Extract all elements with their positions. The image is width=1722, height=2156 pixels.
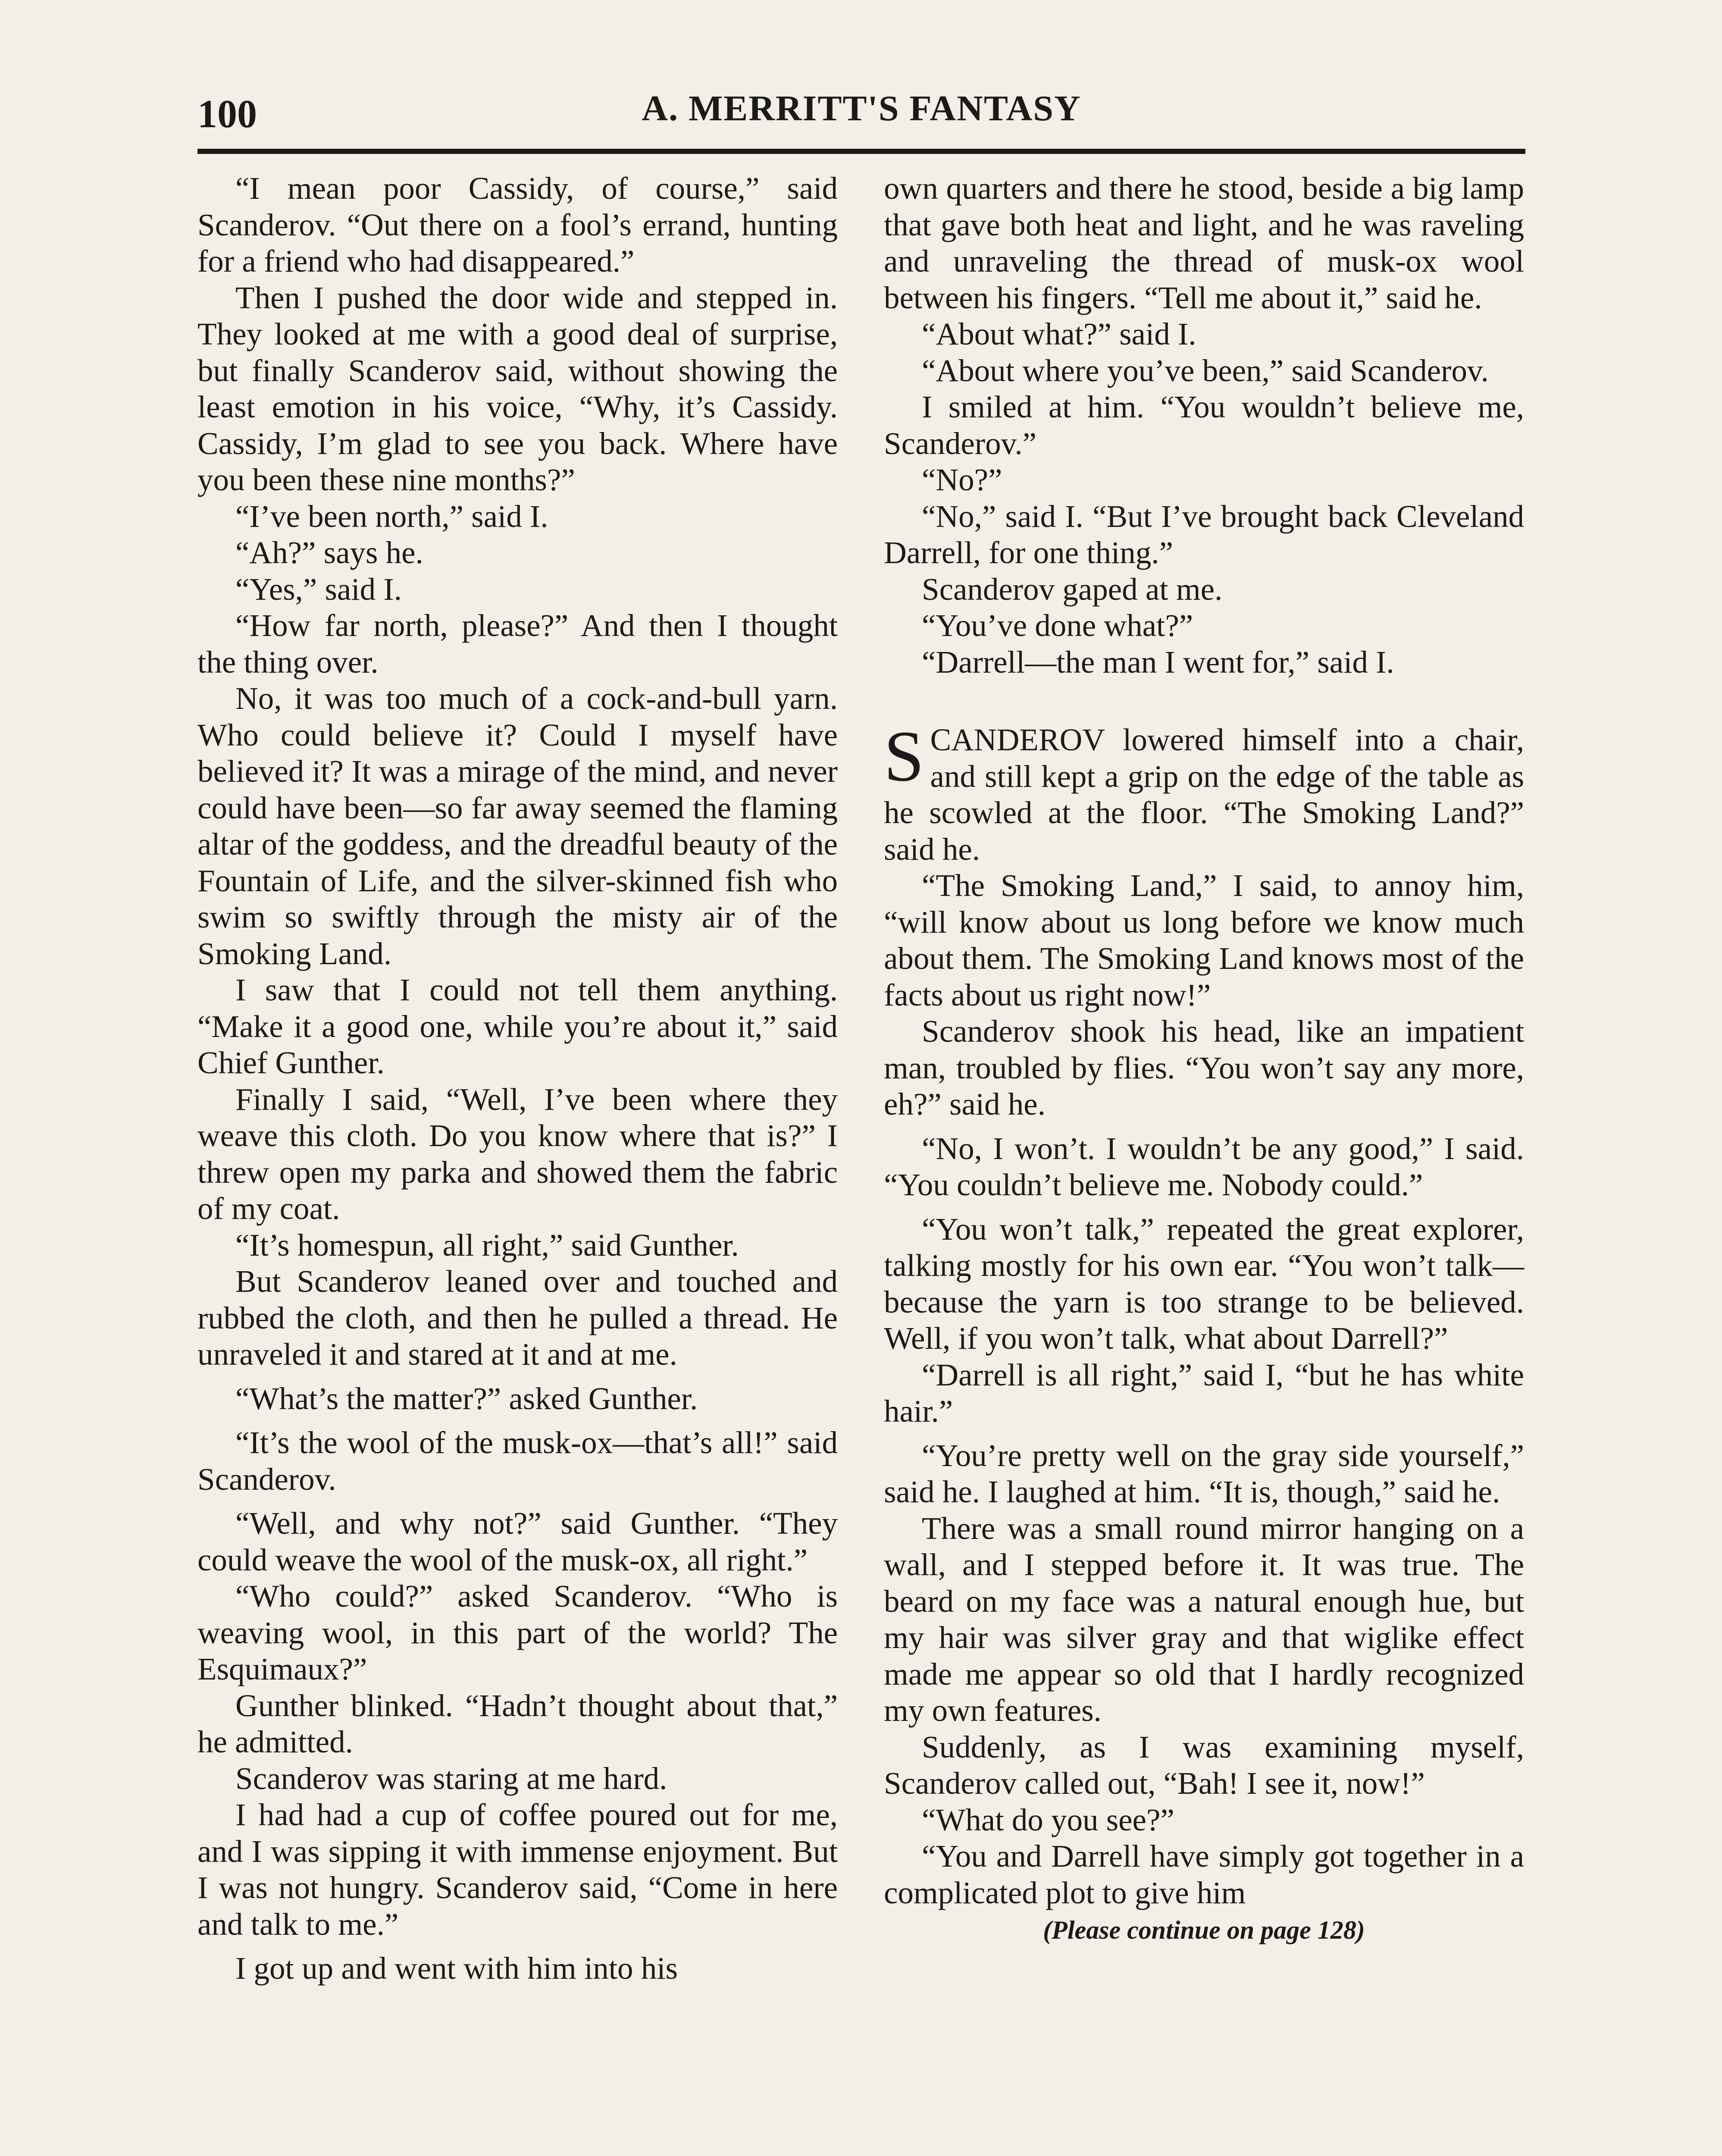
paragraph: “I mean poor Cassidy, of course,” said Scanderov. “Out there on a fool’s errand, hunting for a friend who had disappeared.”: [197, 171, 838, 279]
paragraph: “You’re pretty well on the gray side yourself,” said he. I laughed at him. “It is, though,” said he.: [884, 1438, 1524, 1509]
paragraph: “Yes,” said I.: [235, 571, 402, 607]
paragraph: “No?”: [922, 462, 1002, 497]
paragraph: “You won’t talk,” repeated the great explorer, talking mostly for his own ear. “You won’t talk—because the yarn is too strange to be believed. Well, if you won’t talk, what about Darrell?”: [884, 1211, 1524, 1356]
paragraph: “It’s homespun, all right,” said Gunther.: [235, 1227, 739, 1263]
paragraph: “No, I won’t. I wouldn’t be any good,” I said. “You couldn’t believe me. Nobody could.”: [884, 1131, 1524, 1202]
paragraph: Then I pushed the door wide and stepped in. They looked at me with a good deal of surprise, but finally Scanderov said, without showing the least emotion in his voice, “Why, it’s Cassidy. Cassidy, I’m glad to see you back. Where have you been these nine months?”: [197, 280, 838, 497]
section-break: [884, 680, 1524, 722]
paragraph: I saw that I could not tell them anything. “Make it a good one, while you’re about it,” said Chief Gunther.: [197, 972, 838, 1080]
drop-cap-text: CANDEROV lowered himself into a chair, and still kept a grip on the edge of the table as he scowled at the floor. “The Smoking Land?” said he.: [884, 722, 1524, 867]
right-column: [884, 170, 1524, 2156]
paragraph: There was a small round mirror hanging on a wall, and I stepped before it. It was true. The beard on my face was a natural enough hue, but my hair was silver gray and that wiglike effect made me appear so old that I hardly recognized my own features.: [884, 1510, 1524, 1728]
paragraph: “Darrell—the man I went for,” said I.: [922, 644, 1394, 680]
page-number: 100: [197, 92, 257, 136]
paragraph: I had had a cup of coffee poured out for me, and I was sipping it with immense enjoyment. But I was not hungry. Scanderov said, “Come in here and talk to me.”: [197, 1797, 838, 1942]
continuation-note: (Please continue on page 128): [1043, 1916, 1365, 1944]
paragraph: I got up and went with him into his: [235, 1951, 678, 1986]
paragraph: Scanderov was staring at me hard.: [235, 1761, 667, 1796]
drop-cap-paragraph: [884, 716, 1524, 868]
paragraph: own quarters and there he stood, beside a big lamp that gave both heat and light, and he was raveling and unraveling the thread of musk-ox wool between his fingers. “Tell me about it,” said he.: [884, 171, 1524, 315]
paragraph: Gunther blinked. “Hadn’t thought about that,” he admitted.: [197, 1688, 838, 1759]
left-column: [197, 170, 838, 2156]
paragraph: “Who could?” asked Scanderov. “Who is weaving wool, in this part of the world? The Esquimaux?”: [197, 1579, 838, 1686]
page-header: [197, 88, 1525, 147]
paragraph: But Scanderov leaned over and touched and rubbed the cloth, and then he pulled a thread. He unraveled it and stared at it and at me.: [197, 1264, 838, 1372]
paragraph: Suddenly, as I was examining myself, Scanderov called out, “Bah! I see it, now!”: [884, 1729, 1524, 1801]
paragraph: Finally I said, “Well, I’ve been where they weave this cloth. Do you know where that is?” I threw open my parka and showed them the fabric of my coat.: [197, 1081, 838, 1226]
paragraph: “I’ve been north,” said I.: [235, 498, 548, 534]
paragraph: “Well, and why not?” said Gunther. “They could weave the wool of the musk-ox, all right.”: [197, 1506, 838, 1577]
paragraph: “How far north, please?” And then I thought the thing over.: [197, 608, 838, 680]
running-head: A. MERRITT'S FANTASY: [642, 88, 1081, 128]
paragraph: “What’s the matter?” asked Gunther.: [235, 1381, 698, 1416]
paragraph: “Ah?” says he.: [235, 535, 423, 570]
paragraph: “You and Darrell have simply got together in a complicated plot to give him: [884, 1839, 1524, 1910]
paragraph: “Darrell is all right,” said I, “but he has white hair.”: [884, 1357, 1524, 1429]
header-rule: [197, 149, 1525, 154]
paragraph: I smiled at him. “You wouldn’t believe me, Scanderov.”: [884, 389, 1524, 461]
paragraph: “What do you see?”: [922, 1802, 1174, 1837]
paragraph: “The Smoking Land,” I said, to annoy him, “will know about us long before we know much about them. The Smoking Land knows most of the facts about us right now!”: [884, 868, 1524, 1012]
paragraph: “About what?” said I.: [922, 317, 1196, 351]
paragraph: “It’s the wool of the musk-ox—that’s all!” said Scanderov.: [197, 1425, 838, 1497]
paragraph: No, it was too much of a cock-and-bull yarn. Who could believe it? Could I myself have believed it? It was a mirage of the mind, and never could have been—so far away seemed the flaming altar of the goddess, and the dreadful beauty of the Fountain of Life, and the silver-skinned fish who swim so swiftly through the misty air of the Smoking Land.: [197, 681, 838, 971]
paragraph: Scanderov gaped at me.: [922, 571, 1223, 607]
paragraph: “You’ve done what?”: [922, 608, 1193, 643]
drop-cap-letter: S: [884, 716, 924, 796]
paragraph: “About where you’ve been,” said Scanderov.: [922, 353, 1489, 388]
paragraph: “No,” said I. “But I’ve brought back Cleveland Darrell, for one thing.”: [884, 498, 1524, 570]
paragraph: Scanderov shook his head, like an impatient man, troubled by flies. “You won’t say any more, eh?” said he.: [884, 1014, 1524, 1122]
